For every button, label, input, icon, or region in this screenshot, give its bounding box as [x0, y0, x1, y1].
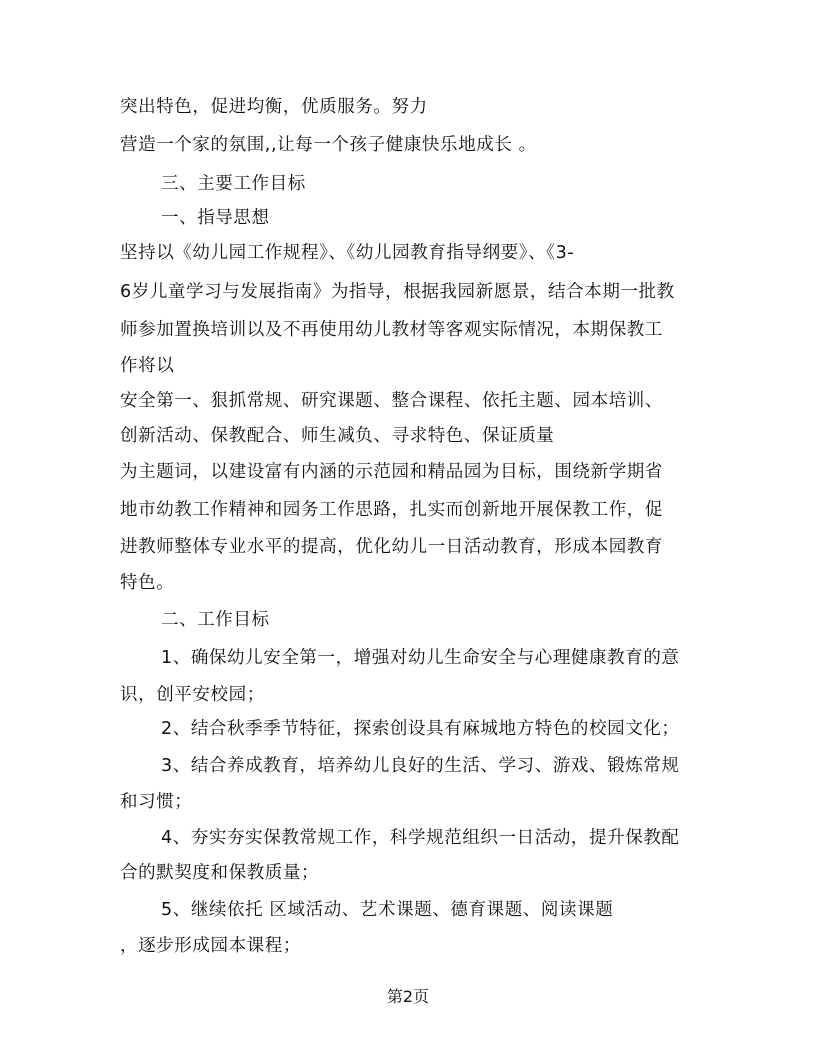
list-item-line: 和习惯； — [120, 792, 193, 812]
subsection-heading: 二、工作目标 — [161, 610, 270, 630]
list-item-line: 合的默契度和保教质量； — [120, 863, 320, 883]
paragraph-line: 师参加置换培训以及不再使用幼儿教材等客观实际情况，本期保教工 — [120, 320, 663, 340]
list-item-line: 3、结合养成教育，培养幼儿良好的生活、学习、游戏、锻炼常规 — [161, 756, 680, 776]
page-number: 第2页 — [386, 987, 430, 1006]
paragraph-line: 作将以 — [120, 356, 175, 376]
list-item-line: 1、确保幼儿安全第一，增强对幼儿生命安全与心理健康教育的意 — [161, 648, 680, 668]
list-item-line: ，逐步形成园本课程； — [120, 936, 301, 956]
list-item-line: 识，创平安校园； — [120, 685, 265, 705]
paragraph-line: 6岁儿童学习与发展指南》为指导，根据我园新愿景，结合本期一批教 — [120, 282, 675, 302]
paragraph-line: 进教师整体专业水平的提高，优化幼儿一日活动教育，形成本园教育 — [120, 537, 663, 557]
paragraph-line: 创新活动、保教配合、师生减负、寻求特色、保证质量 — [120, 426, 555, 446]
subsection-heading: 一、指导思想 — [161, 208, 270, 228]
list-item-line: 2、结合秋季季节特征，探索创设具有麻城地方特色的校园文化； — [161, 719, 680, 739]
paragraph-line: 坚持以《幼儿园工作规程》、《幼儿园教育指导纲要》、《3- — [120, 243, 575, 263]
paragraph-line: 特色。 — [120, 573, 175, 593]
list-item-line: 4、夯实夯实保教常规工作，科学规范组织一日活动，提升保教配 — [161, 828, 680, 848]
section-heading: 三、主要工作目标 — [161, 174, 306, 194]
paragraph-line: 为主题词，以建设富有内涵的示范园和精品园为目标，围绕新学期省 — [120, 462, 663, 482]
paragraph-line: 地市幼教工作精神和园务工作思路，扎实而创新地开展保教工作，促 — [120, 500, 663, 520]
paragraph-line: 安全第一、狠抓常规、研究课题、整合课程、依托主题、园本培训、 — [120, 391, 663, 411]
list-item-line: 5、继续依托 区域活动、艺术课题、德育课题、阅读课题 — [161, 900, 614, 920]
paragraph-line: 突出特色，促进均衡，优质服务。努力 — [120, 97, 428, 117]
paragraph-line: 营造一个家的氛围,,让每一个孩子健康快乐地成长 。 — [120, 135, 537, 155]
